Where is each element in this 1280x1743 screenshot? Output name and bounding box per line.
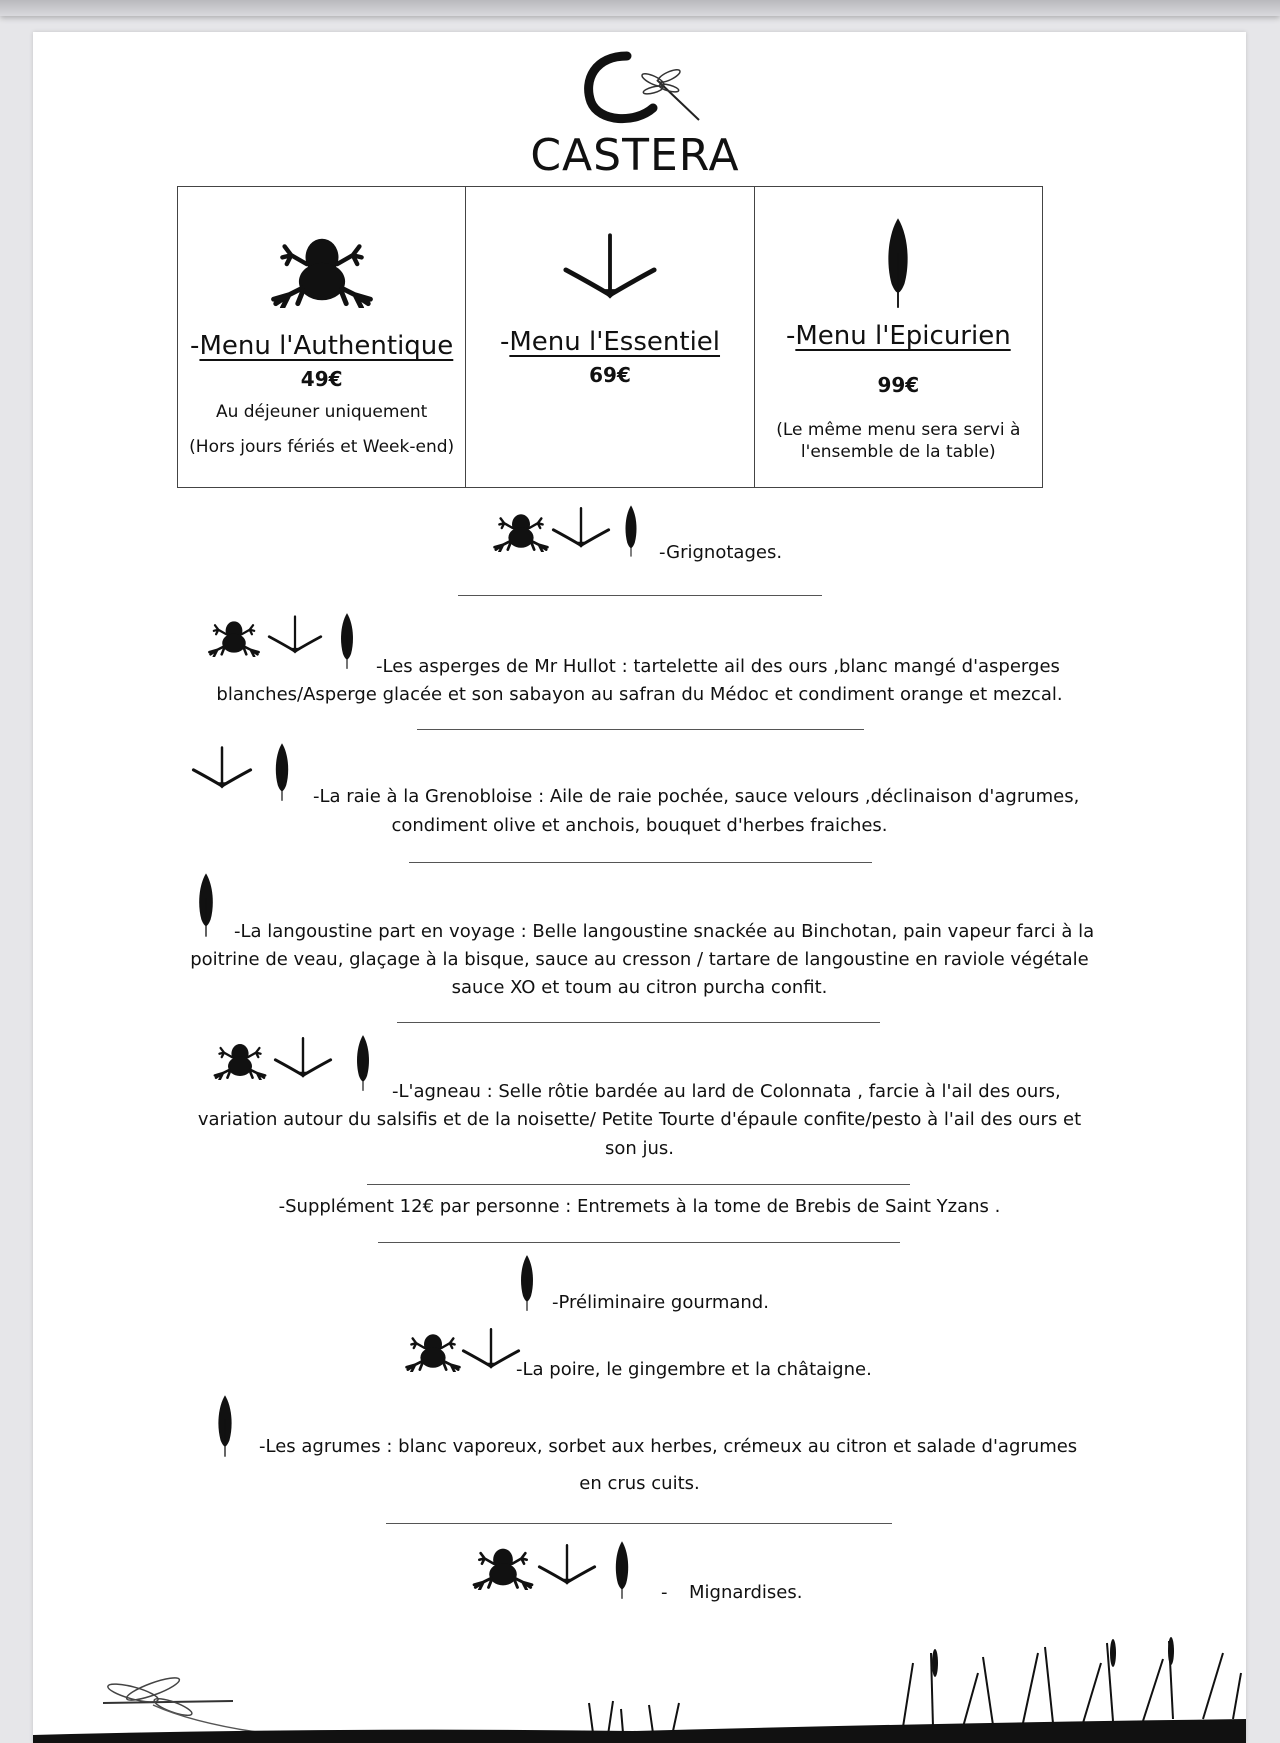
bird-foot-icon (537, 1542, 597, 1588)
menu-epicurien: -Menu l'Epicurien 99€ (Le même menu sera servi à l'ensemble de la table) (755, 187, 1042, 487)
frog-icon (211, 1040, 269, 1080)
feather-icon (338, 612, 356, 670)
feather-icon (196, 872, 216, 938)
menu-options-table (177, 186, 1043, 488)
bird-foot-icon (267, 614, 323, 656)
course-line2: en crus cuits. (579, 1473, 700, 1494)
bird-foot-icon (273, 1036, 333, 1080)
course-line1: -Les agrumes : blanc vaporeux, sorbet aux herbes, crémeux au citron et salade d'agrumes (259, 1436, 1078, 1457)
course-line1: -Les asperges de Mr Hullot : tartelette ail des ours ,blanc mangé d'asperges (376, 656, 1060, 677)
menu-essentiel: -Menu l'Essentiel 69€ (466, 187, 754, 487)
course-line1: -L'agneau : Selle rôtie bardée au lard de Colonnata , farcie à l'ail des ours, (392, 1081, 1061, 1102)
course-text: -Préliminaire gourmand. (552, 1292, 769, 1313)
brand-name: CASTERA (530, 130, 740, 181)
menu-authentique-note2: (Hors jours fériés et Week-end) (189, 437, 455, 457)
feather-icon (215, 1394, 235, 1458)
course-line2: variation autour du salsifis et de la noisette/ Petite Tourte d'épaule confite/pesto à l'ail des ours et (197, 1109, 1082, 1130)
dragonfly-logo-icon (565, 50, 705, 128)
menu-authentique-price: 49€ (300, 367, 343, 391)
menu-essentiel-price: 69€ (589, 363, 631, 387)
separator (378, 1242, 900, 1243)
course-supplement: -Supplément 12€ par personne : Entremets à la tome de Brebis de Saint Yzans . (278, 1196, 1001, 1217)
feather-icon (623, 504, 639, 558)
grass-dragonfly-decoration (33, 1623, 1246, 1743)
course-line2: blanches/Asperge glacée et son sabayon au safran du Médoc et condiment orange et mezcal. (216, 684, 1063, 705)
feather-icon (613, 1540, 631, 1600)
course-text: -La poire, le gingembre et la châtaigne. (516, 1359, 872, 1380)
menu-epicurien-price: 99€ (877, 373, 920, 397)
bird-foot-icon (191, 744, 253, 792)
bird-foot-icon (551, 506, 611, 550)
course-dash: - (661, 1582, 668, 1603)
castera-logo (485, 50, 785, 181)
course-line2: poitrine de veau, glaçage à la bisque, sauce au cresson / tartare de langoustine en raviole végétale (190, 949, 1089, 970)
separator (417, 729, 864, 730)
menu-authentique-name: Menu l'Authentique (199, 331, 454, 361)
separator (458, 595, 822, 596)
course-line3: son jus. (604, 1138, 675, 1159)
frog-icon (470, 1544, 536, 1590)
browser-top-bar (0, 0, 1280, 16)
menu-epicurien-name: Menu l'Epicurien (795, 321, 1011, 351)
course-text: -Grignotages. (659, 542, 783, 563)
frog-icon (267, 231, 377, 308)
menu-epicurien-note2: l'ensemble de la table) (800, 442, 996, 462)
menu-authentique-note1: Au déjeuner uniquement (215, 402, 428, 422)
feather-icon (884, 216, 912, 310)
course-line1: -La raie à la Grenobloise : Aile de raie pochée, sauce velours ,déclinaison d'agrumes, (313, 786, 1080, 807)
menu-page (33, 32, 1246, 1743)
bird-foot-icon (461, 1326, 521, 1372)
separator (397, 1022, 880, 1023)
bird-foot-icon (562, 231, 658, 303)
menu-authentique: -Menu l'Authentique 49€ Au déjeuner uniquement (Hors jours fériés et Week-end) (178, 187, 466, 487)
course-line1: -La langoustine part en voyage : Belle langoustine snackée au Binchotan, pain vapeur farci à la (234, 921, 1095, 942)
course-line2: condiment olive et anchois, bouquet d'herbes fraiches. (391, 815, 888, 836)
dragonfly-icon (103, 1674, 263, 1733)
separator (386, 1523, 892, 1524)
menu-epicurien-note1: (Le même menu sera servi à (776, 420, 1021, 440)
separator (367, 1184, 910, 1185)
frog-icon (403, 1330, 463, 1372)
course-line3: sauce XO et toum au citron purcha confit. (451, 977, 828, 998)
frog-icon (206, 617, 262, 657)
feather-icon (273, 742, 291, 802)
separator (409, 862, 872, 863)
feather-icon (354, 1034, 372, 1092)
course-text: Mignardises. (689, 1582, 803, 1603)
feather-icon (518, 1254, 536, 1312)
frog-icon (491, 510, 551, 552)
menu-essentiel-name: Menu l'Essentiel (509, 327, 721, 357)
